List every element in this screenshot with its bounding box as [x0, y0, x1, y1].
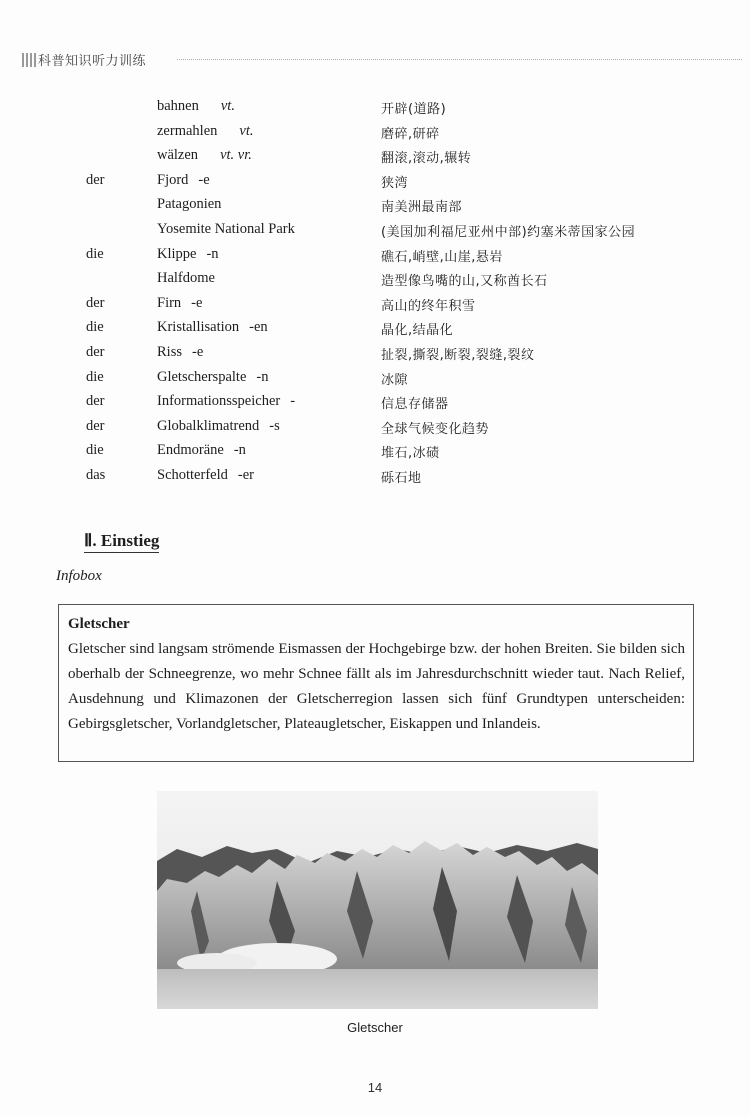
vocab-plural: -e — [198, 171, 210, 188]
vocab-grammar: vt. — [220, 98, 235, 114]
vocab-word: Fjord — [157, 171, 189, 188]
vocab-translation: 全球气候变化趋势 — [381, 421, 490, 437]
infobox-text: Gletscher sind langsam strömende Eismassen der Hochgebirge bzw. der hohen Breiten. Sie bilden sich oberhalb der Schneegrenze, wo mehr Schnee fällt als im Jahresdurchschnitt wieder taut. Nach Relief, Ausdehnung und Klimazonen der Gletscherregion lassen sich fünf Grundtypen unterscheiden: Gebirgsgletscher, Vorlandgletscher, Plateaugletscher, Eiskappen und Inlandeis. — [68, 641, 685, 732]
vocab-translation: 南美洲最南部 — [381, 200, 463, 216]
vocab-entry — [157, 418, 292, 435]
vocab-row — [0, 147, 750, 172]
vocab-entry — [157, 319, 280, 336]
figure-caption: Gletscher — [347, 1020, 403, 1035]
vocab-translation: 冰隙 — [381, 372, 409, 388]
vocab-word: Endmoräne — [157, 442, 224, 459]
vocab-row — [0, 393, 750, 418]
vocab-plural: -e — [191, 294, 203, 311]
vocab-translation: 堆石,冰碛 — [381, 446, 440, 462]
vocab-entry — [157, 442, 258, 459]
vocab-row — [0, 319, 750, 344]
vocab-article: die — [86, 245, 104, 262]
glacier-photo — [157, 791, 598, 1009]
vocab-translation: 礁石,峭壁,山崖,悬岩 — [381, 249, 503, 265]
vocab-translation: 晶化,结晶化 — [381, 323, 454, 339]
vocab-word: zermahlen — [157, 122, 218, 139]
vocab-word: Halfdome — [157, 270, 215, 287]
vocab-article: die — [86, 368, 104, 385]
vocab-row — [0, 221, 750, 246]
vocab-grammar: vt. — [239, 122, 254, 139]
glacier-image — [157, 791, 598, 1009]
vocab-entry — [157, 221, 317, 238]
vocab-row — [0, 344, 750, 369]
infobox-label: Infobox — [56, 568, 102, 584]
vocab-row — [0, 246, 750, 271]
vocab-entry — [157, 246, 231, 263]
vocab-plural: -n — [206, 245, 219, 262]
vocab-entry — [157, 172, 222, 189]
page-number: 14 — [367, 1080, 383, 1095]
vocab-translation: 狭湾 — [381, 175, 409, 191]
vocab-row — [0, 442, 750, 467]
vocab-entry — [157, 369, 280, 386]
vocab-row — [0, 123, 750, 148]
vocab-entry — [157, 344, 215, 361]
vocab-plural: -er — [237, 466, 254, 483]
vocab-plural: -n — [233, 442, 246, 459]
vocab-row — [0, 270, 750, 295]
header-rule — [177, 59, 742, 60]
vocab-word: Globalklimatrend — [157, 417, 260, 434]
vocab-entry — [157, 270, 237, 287]
vocab-article: der — [86, 294, 105, 311]
vocab-grammar: vt. vr. — [220, 147, 252, 164]
vocab-article: das — [86, 466, 106, 483]
vocab-translation: 开辟(道路) — [381, 102, 447, 117]
header-bars-icon — [22, 53, 36, 67]
vocab-article: der — [86, 417, 105, 434]
vocab-word: Kristallisation — [157, 319, 240, 336]
vocab-translation: 翻滚,滚动,辗转 — [381, 151, 472, 167]
vocab-word: Gletscherspalte — [157, 368, 247, 385]
vocab-word: Schotterfeld — [157, 466, 228, 483]
vocab-translation: 造型像鸟嘴的山,又称酋长石 — [381, 274, 548, 290]
vocab-translation: 砾石地 — [381, 470, 422, 486]
vocab-row — [0, 467, 750, 492]
vocab-row — [0, 418, 750, 443]
vocab-article: der — [86, 171, 105, 188]
vocab-word: Patagonien — [157, 196, 222, 213]
vocab-row — [0, 295, 750, 320]
vocab-word: Klippe — [157, 245, 197, 262]
vocab-plural: -e — [192, 343, 204, 360]
vocab-row — [0, 196, 750, 221]
book-title: 科普知识听力训练 — [38, 54, 147, 69]
vocab-row — [0, 98, 750, 123]
vocab-article: die — [86, 442, 104, 459]
vocab-entry — [157, 295, 214, 312]
infobox-title: Gletscher — [68, 616, 130, 632]
vocab-entry — [157, 98, 235, 115]
vocab-article: der — [86, 343, 105, 360]
vocab-translation: 高山的终年积雪 — [381, 298, 476, 314]
vocab-plural: -en — [249, 319, 268, 336]
vocab-entry — [157, 123, 253, 140]
infobox — [58, 604, 694, 762]
vocab-translation: 扯裂,撕裂,断裂,裂缝,裂纹 — [381, 347, 535, 363]
vocab-article: die — [86, 319, 104, 336]
vocab-article: der — [86, 393, 105, 410]
section-title: Ⅱ. Einstieg — [84, 531, 159, 553]
vocab-entry — [157, 393, 307, 410]
vocab-word: Yosemite National Park — [157, 220, 295, 237]
vocab-plural: - — [290, 393, 296, 410]
vocab-row — [0, 369, 750, 394]
vocab-translation: (美国加利福尼亚州中部)约塞米蒂国家公园 — [381, 224, 636, 240]
running-header — [22, 50, 742, 72]
vocab-entry — [157, 467, 266, 484]
vocabulary-list — [0, 98, 750, 492]
vocab-plural: -n — [256, 368, 269, 385]
vocab-row — [0, 172, 750, 197]
vocab-translation: 磨碎,研碎 — [381, 126, 440, 142]
vocab-word: bahnen — [157, 98, 199, 114]
vocab-translation: 信息存储器 — [381, 397, 449, 413]
vocab-word: Informationsspeicher — [157, 393, 281, 410]
vocab-word: Riss — [157, 343, 182, 360]
vocab-entry — [157, 196, 243, 213]
vocab-entry — [157, 147, 252, 164]
vocab-plural: -s — [269, 417, 280, 434]
vocab-word: Firn — [157, 294, 182, 311]
vocab-word: wälzen — [157, 147, 199, 164]
